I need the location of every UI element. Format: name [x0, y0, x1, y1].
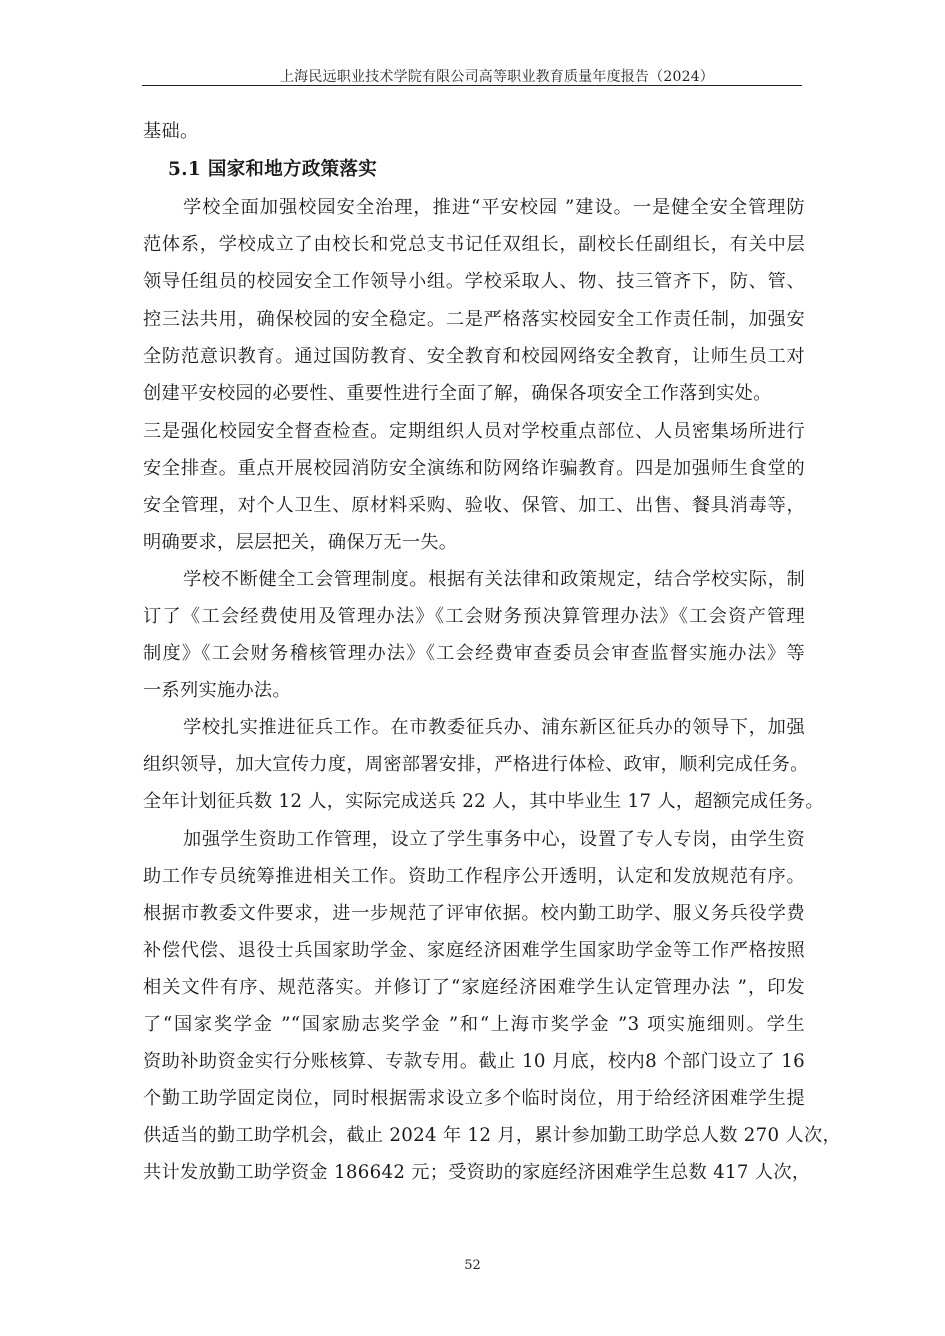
- header-divider: [142, 85, 802, 86]
- paragraph-line: 个勤工助学固定岗位，同时根据需求设立多个临时岗位，用于给经济困难学生提: [143, 1088, 805, 1109]
- paragraph-line: 全年计划征兵数 12 人，实际完成送兵 22 人，其中毕业生 17 人，超额完成任务。: [143, 791, 824, 812]
- paragraph-line: 一系列实施办法。: [143, 680, 291, 701]
- paragraph-line: 补偿代偿、退役士兵国家助学金、家庭经济困难学生国家助学金等工作严格按照: [143, 940, 805, 961]
- paragraph-line: 学校扎实推进征兵工作。在市教委征兵办、浦东新区征兵办的领导下，加强: [183, 717, 805, 738]
- paragraph-line: 根据市教委文件要求，进一步规范了评审依据。校内勤工助学、服义务兵役学费: [143, 903, 805, 924]
- paragraph-line: 了“国家奖学金 ”“国家励志奖学金 ”和“上海市奖学金 ”3 项实施细则。学生: [143, 1014, 805, 1035]
- paragraph-line: 供适当的勤工助学机会，截止 2024 年 12 月，累计参加勤工助学总人数 270 人次，: [143, 1125, 841, 1146]
- paragraph-line: 明确要求，层层把关，确保万无一失。: [143, 532, 458, 553]
- paragraph-line: 助工作专员统筹推进相关工作。资助工作程序公开透明，认定和发放规范有序。: [143, 866, 805, 887]
- paragraph-line: 学校全面加强校园安全治理，推进“平安校园 ”建设。一是健全安全管理防: [183, 197, 805, 218]
- paragraph-line: 资助补助资金实行分账核算、专款专用。截止 10 月底，校内8 个部门设立了 16: [143, 1051, 805, 1072]
- paragraph-line: 领导任组员的校园安全工作领导小组。学校采取人、物、技三管齐下，防、管、: [143, 271, 805, 292]
- continuation-text: 基础。: [143, 121, 199, 142]
- section-heading: 5.1 国家和地方政策落实: [168, 159, 378, 180]
- paragraph-line: 组织领导，加大宣传力度，周密部署安排，严格进行体检、政审，顺利完成任务。: [143, 754, 809, 775]
- paragraph-line: 相关文件有序、规范落实。并修订了“家庭经济困难学生认定管理办法 ”，印发: [143, 977, 805, 998]
- paragraph-line: 范体系，学校成立了由校长和党总支书记任双组长，副校长任副组长，有关中层: [143, 234, 805, 255]
- paragraph-line: 加强学生资助工作管理，设立了学生事务中心，设置了专人专岗，由学生资: [183, 829, 805, 850]
- paragraph-line: 制度》《工会财务稽核管理办法》《工会经费审查委员会审查监督实施办法》等: [143, 643, 805, 664]
- paragraph-line: 学校不断健全工会管理制度。根据有关法律和政策规定，结合学校实际，制: [183, 569, 805, 590]
- paragraph-line: 共计发放勤工助学资金 186642 元；受资助的家庭经济困难学生总数 417 人次，: [143, 1162, 811, 1183]
- paragraph-line: 安全排查。重点开展校园消防安全演练和防网络诈骗教育。四是加强师生食堂的: [143, 458, 805, 479]
- paragraph-line: 控三法共用，确保校园的安全稳定。二是严格落实校园安全工作责任制，加强安: [143, 309, 805, 330]
- paragraph-line: 创建平安校园的必要性、重要性进行全面了解，确保各项安全工作落到实处。: [143, 383, 772, 404]
- header-title: 上海民远职业技术学院有限公司高等职业教育质量年度报告（2024）: [279, 69, 714, 85]
- page-number: 52: [464, 1258, 481, 1273]
- paragraph-line: 三是强化校园安全督查检查。定期组织人员对学校重点部位、人员密集场所进行: [143, 421, 805, 442]
- paragraph-line: 全防范意识教育。通过国防教育、安全教育和校园网络安全教育，让师生员工对: [143, 346, 805, 367]
- paragraph-line: 安全管理，对个人卫生、原材料采购、验收、保管、加工、出售、餐具消毒等，: [143, 495, 805, 516]
- paragraph-line: 订了《工会经费使用及管理办法》《工会财务预决算管理办法》《工会资产管理: [143, 606, 805, 627]
